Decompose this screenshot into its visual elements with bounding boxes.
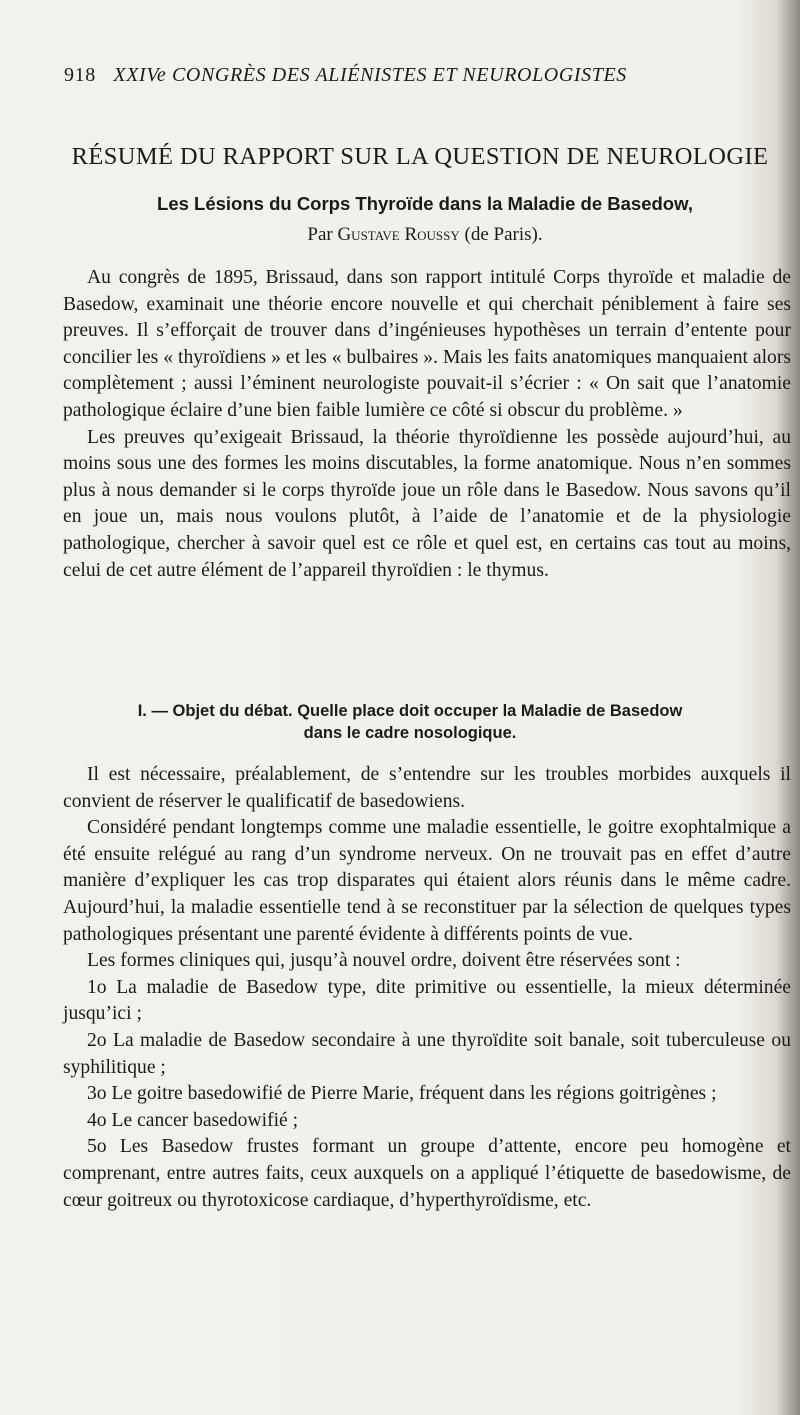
section-heading-line: I. — Objet du débat. Quelle place doit occuper la Maladie de Basedow [137, 702, 683, 720]
intro-text [63, 265, 791, 584]
running-head-text: XXIVe CONGRÈS DES ALIÉNISTES ET NEUROLOGISTES [113, 64, 627, 86]
byline-par: Par [307, 224, 333, 245]
paragraph: Les formes cliniques qui, jusqu’à nouvel ordre, doivent être réservées sont : [87, 950, 681, 972]
running-head [64, 64, 744, 87]
page-number: 918 [64, 64, 96, 86]
author-name: Gustave Roussy [337, 224, 460, 245]
section-text [63, 762, 791, 1214]
paragraph: Au congrès de 1895, Brissaud, dans son rapport intitulé Corps thyroïde et maladie de Basedow, examinait une théorie encore nouvelle et qui cherchait péniblement à faire ses preuves. Il s’efforçait de trouver dans d’ingénieuses hypothèses un terrain d’entente pour concilier les « thyroïdiens » et les « bulbaires ». Mais les faits anatomiques manquaient alors complètement ; aussi l’éminent neurologiste pouvait-il s’écrier : « On sait que l’anatomie pathologique éclaire d’une bien faible lumière ce côté si obscur du problème. » [63, 267, 791, 421]
list-item: 2o La maladie de Basedow secondaire à une thyroïdite soit banale, soit tuberculeuse ou syphilitique ; [63, 1029, 791, 1078]
list-item: 4o Le cancer basedowifié ; [87, 1109, 299, 1131]
list-item: 5o Les Basedow frustes formant un groupe d’attente, encore peu homogène et comprenant, entre autres faits, ceux auxquels on a appliqué l’étiquette de basedowisme, de cœur goitreux ou thyrotoxicose cardiaque, d’hyperthyroïdisme, etc. [63, 1136, 791, 1211]
list-item: 1o La maladie de Basedow type, dite primitive ou essentielle, la mieux déterminée jusqu’ici ; [63, 976, 791, 1025]
report-subtitle: Les Lésions du Corps Thyroïde dans la Maladie de Basedow, [157, 193, 693, 214]
report-title: RÉSUMÉ DU RAPPORT SUR LA QUESTION DE NEUROLOGIE [71, 143, 769, 170]
byline [40, 224, 800, 246]
section-heading [70, 700, 750, 744]
section-heading-line: dans le cadre nosologique. [303, 724, 517, 742]
author-place: (de Paris). [464, 224, 543, 245]
paragraph: Les preuves qu’exigeait Brissaud, la théorie thyroïdienne les possède aujourd’hui, au moins sous une des formes les moins discutables, la forme anatomique. Nous n’en sommes plus à nous demander si le corps thyroïde joue un rôle dans le Basedow. Nous savons qu’il en joue un, mais nous voulons plutôt, à l’aide de l’anatomie et de la physiologie pathologique, chercher à savoir quel est ce rôle et quel est, en certains cas tout au moins, celui de cet autre élément de l’appareil thyroïdien : le thymus. [63, 426, 791, 581]
list-item: 3o Le goitre basedowifié de Pierre Marie, fréquent dans les régions goitrigènes ; [87, 1083, 717, 1105]
paragraph: Considéré pendant longtemps comme une maladie essentielle, le goitre exophtalmique a été ensuite relégué au rang d’un syndrome nerveux. On ne trouvait pas en effet d’autre manière d’expliquer les cas trop disparates qui étaient alors réunis dans le même cadre. Aujourd’hui, la maladie essentielle tend à se reconstituer par la sélection de quelques types pathologiques présentant une parenté évidente à différents points de vue. [63, 817, 791, 945]
paragraph: Il est nécessaire, préalablement, de s’entendre sur les troubles morbides auxquels il convient de réserver le qualificatif de basedowiens. [63, 764, 791, 812]
